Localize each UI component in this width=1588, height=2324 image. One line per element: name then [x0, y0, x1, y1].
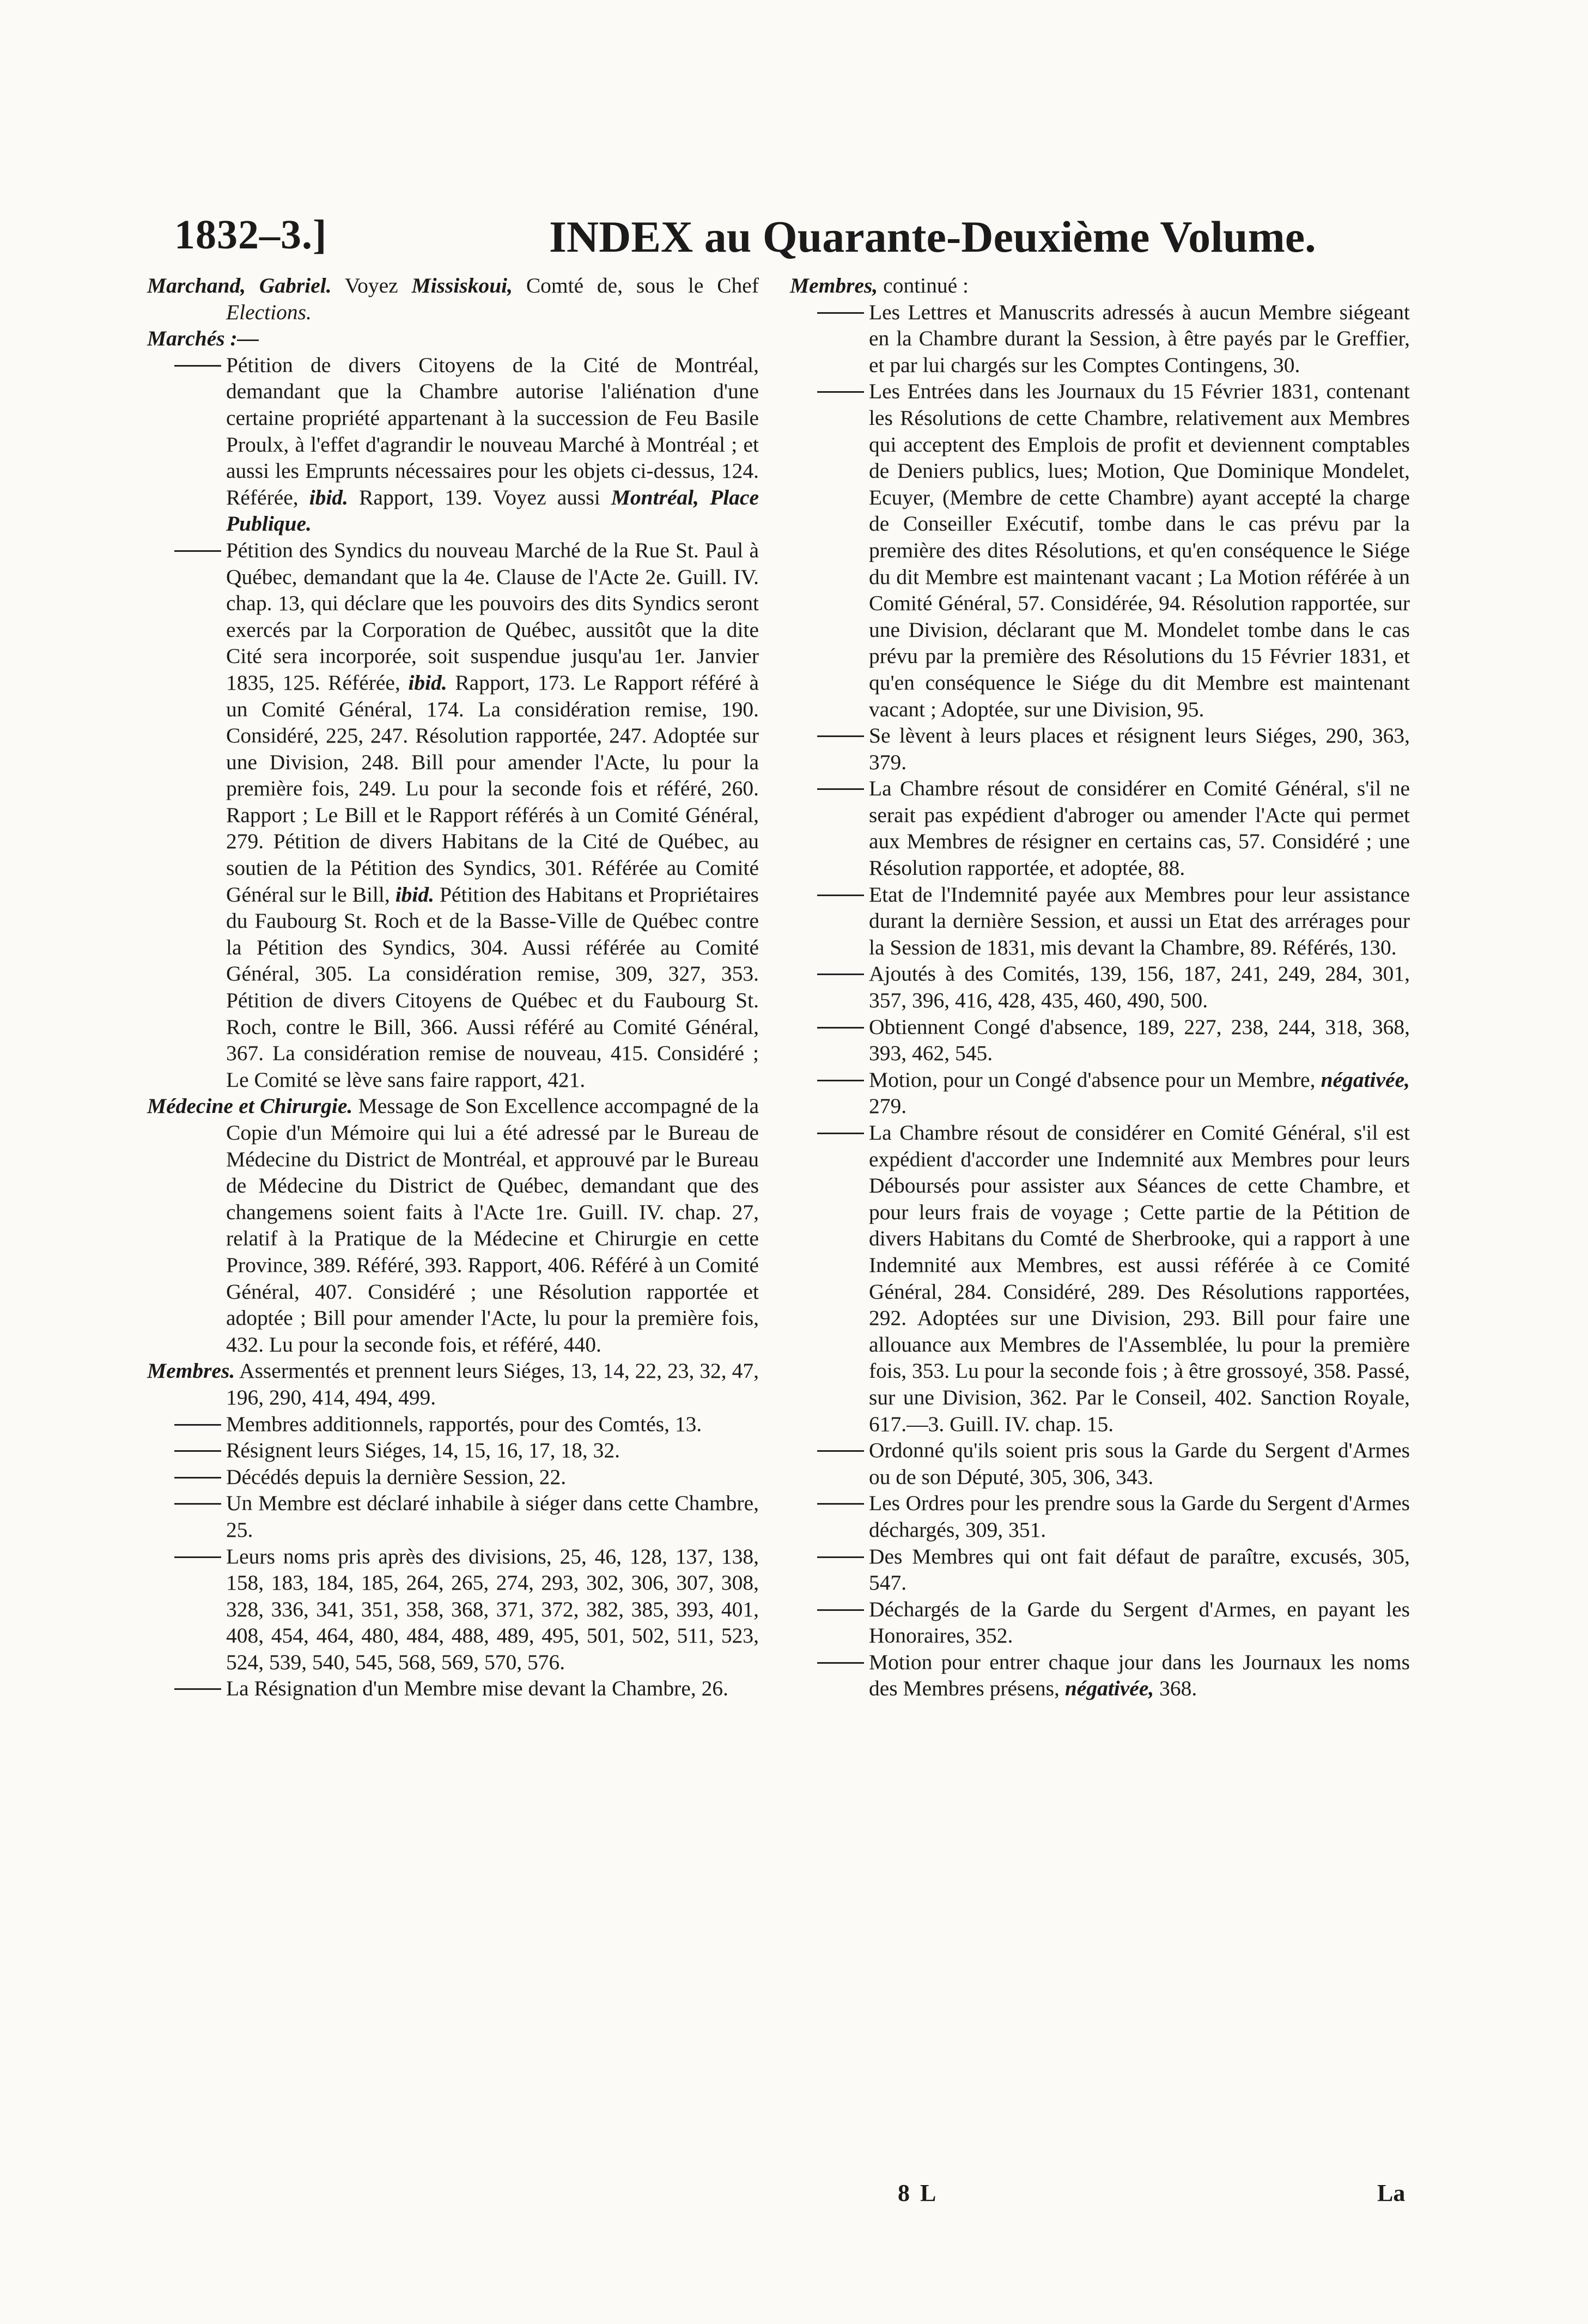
sub-entry: Décédés depuis la dernière Session, 22.: [147, 1464, 759, 1490]
sub-entry: Motion, pour un Congé d'absence pour un Membre, négativée, 279.: [790, 1067, 1410, 1120]
dash-rule: [174, 1503, 221, 1505]
index-entry-marches: [147, 325, 759, 352]
sub-entry: Leurs noms pris après des divisions, 25, 46, 128, 137, 138, 158, 183, 184, 185, 264, 265, 274, 293, 302, 306, 307, 308, 328, 336, 341, 351, 358, 368, 371, 372, 382, 385, 393, 401, 408, 454, 464, 480, 484, 488, 489, 495, 501, 502, 511, 523, 524, 539, 540, 545, 568, 569, 570, 576.: [147, 1543, 759, 1676]
sub-entry: Déchargés de la Garde du Sergent d'Armes, en payant les Honoraires, 352.: [790, 1596, 1410, 1649]
dash-rule: [817, 1027, 864, 1029]
sub-entry: La Chambre résout de considérer en Comité Général, s'il ne serait pas expédient d'abroger ou amender l'Acte qui permet aux Membres de résigner en certains cas, 57. Considéré ; une Résolution rapportée, et adoptée, 88.: [790, 775, 1410, 881]
dash-rule: [817, 788, 864, 790]
sub-entry: Obtiennent Congé d'absence, 189, 227, 238, 244, 318, 368, 393, 462, 545.: [790, 1014, 1410, 1067]
index-entry-marchand: Marchand, Gabriel. Voyez Missiskoui, Comté de, sous le Chef Elections.: [147, 273, 759, 324]
dash-rule: [817, 1609, 864, 1611]
dash-rule: [174, 1424, 221, 1426]
sub-entry: Motion pour entrer chaque jour dans les Journaux les noms des Membres présens, négativée, 368.: [790, 1649, 1410, 1702]
sub-entry: Ordonné qu'ils soient pris sous la Garde du Sergent d'Armes ou de son Député, 305, 306, 343.: [790, 1437, 1410, 1490]
dash-rule: [817, 895, 864, 896]
dash-rule: [174, 550, 221, 552]
sub-entry: La Résignation d'un Membre mise devant la Chambre, 26.: [147, 1675, 759, 1702]
page-title: INDEX au Quarante-Deuxième Volume.: [549, 212, 1316, 261]
sub-entry: Les Ordres pour les prendre sous la Garde du Sergent d'Armes déchargés, 309, 351.: [790, 1490, 1410, 1543]
sub-entry: Membres additionnels, rapportés, pour des Comtés, 13.: [147, 1411, 759, 1438]
sub-entry: Les Lettres et Manuscrits adressés à aucun Membre siégeant en la Chambre durant la Session, à être payés par le Greffier, et par lui chargés sur les Comptes Contingens, 30.: [790, 299, 1410, 379]
sub-entry: Un Membre est déclaré inhabile à siéger dans cette Chambre, 25.: [147, 1490, 759, 1543]
left-column: [147, 272, 759, 1702]
entry-heading: Marchés :—: [147, 326, 259, 351]
entry-heading: Membres.: [147, 1359, 235, 1383]
index-entry-membres: Membres. Assermentés et prennent leurs Siéges, 13, 14, 22, 23, 32, 47, 196, 290, 414, 494, 499.: [147, 1359, 759, 1409]
sub-entry: Résignent leurs Siéges, 14, 15, 16, 17, 18, 32.: [147, 1437, 759, 1464]
sub-entry: Etat de l'Indemnité payée aux Membres pour leur assistance durant la dernière Session, et aussi un Etat des arrérages pour la Session de 1831, mis devant la Chambre, 89. Référés, 130.: [790, 881, 1410, 961]
sub-entry: Pétition des Syndics du nouveau Marché de la Rue St. Paul à Québec, demandant que la 4e. Clause de l'Acte 2e. Guill. IV. chap. 13, qui déclare que les pouvoirs des dits Syndics seront exercés par la Corporation de Québec, aussitôt que la dite Cité sera incorporée, soit suspendue jusqu'au 1er. Janvier 1835, 125. Référée, ibid. Rapport, 173. Le Rapport référé à un Comité Général, 174. La considération remise, 190. Considéré, 225, 247. Résolution rapportée, 247. Adoptée sur une Division, 248. Bill pour amender l'Acte, lu pour la première fois, 249. Lu pour la seconde fois et référé, 260. Rapport ; Le Bill et le Rapport référés à un Comité Général, 279. Pétition de divers Habitans de la Cité de Québec, au soutien de la Pétition des Syndics, 301. Référée au Comité Général sur le Bill, ibid. Pétition des Habitans et Propriétaires du Faubourg St. Roch et de la Basse-Ville de Québec contre la Pétition des Syndics, 304. Aussi référée au Comité Général, 305. La considération remise, 309, 327, 353. Pétition de divers Citoyens de Québec et du Faubourg St. Roch, contre le Bill, 366. Aussi référé au Comité Général, 367. La considération remise de nouveau, 415. Considéré ; Le Comité se lève sans faire rapport, 421.: [147, 537, 759, 1093]
sub-entry: Des Membres qui ont fait défaut de paraître, excusés, 305, 547.: [790, 1543, 1410, 1596]
signature-mark: 8 L: [898, 2180, 939, 2206]
catchword: La: [1377, 2180, 1406, 2206]
dash-rule: [817, 1450, 864, 1452]
entry-heading: Médecine et Chirurgie.: [147, 1094, 353, 1118]
dash-rule: [174, 1477, 221, 1479]
dash-rule: [817, 1503, 864, 1505]
dash-rule: [174, 1556, 221, 1558]
sub-entry: Ajoutés à des Comités, 139, 156, 187, 241, 249, 284, 301, 357, 396, 416, 428, 435, 460, 490, 500.: [790, 960, 1410, 1013]
page-folio: 1832–3.]: [174, 212, 327, 258]
dash-rule: [817, 974, 864, 975]
index-entry-membres-continue: Membres, continué :: [790, 273, 969, 297]
dash-rule: [817, 1080, 864, 1081]
sub-entry: Se lèvent à leurs places et résignent leurs Siéges, 290, 363, 379.: [790, 722, 1410, 775]
dash-rule: [817, 1662, 864, 1664]
dash-rule: [817, 391, 864, 393]
right-column: [790, 272, 1410, 1702]
dash-rule: [174, 365, 221, 367]
dash-rule: [817, 312, 864, 314]
sub-entry: Pétition de divers Citoyens de la Cité de Montréal, demandant que la Chambre autorise l'aliénation d'une certaine propriété appartenant à la succession de Feu Basile Proulx, à l'effet d'agrandir le nouveau Marché à Montréal ; et aussi les Emprunts nécessaires pour les objets ci-dessus, 124. Référée, ibid. Rapport, 139. Voyez aussi Montréal, Place Publique.: [147, 352, 759, 537]
entry-heading: Marchand, Gabriel.: [147, 273, 332, 297]
dash-rule: [174, 1688, 221, 1690]
sub-entry: La Chambre résout de considérer en Comité Général, s'il est expédient d'accorder une Indemnité aux Membres pour leurs Déboursés pour assister aux Séances de cette Chambre, et pour leurs frais de voyage ; Cette partie de la Pétition de divers Habitans du Comté de Sherbrooke, qui a rapport à une Indemnité aux Membres, est aussi référée à ce Comité Général, 284. Considéré, 289. Des Résolutions rapportées, 292. Adoptées sur une Division, 293. Bill pour faire une allouance aux Membres de l'Assemblée, lu pour la première fois, 353. Lu pour la seconde fois ; à être grossoyé, 358. Passé, sur une Division, 362. Par le Conseil, 402. Sanction Royale, 617.—3. Guill. IV. chap. 15.: [790, 1120, 1410, 1437]
index-entry-medecine: Médecine et Chirurgie. Message de Son Excellence accompagné de la Copie d'un Mémoire qui lui a été adressé par le Bureau de Médecine du District de Montréal, et approuvé par le Bureau de Médecine du District de Québec, demandant que des changemens soient faits à l'Acte 1re. Guill. IV. chap. 27, relatif à la Pratique de la Médecine et Chirurgie en cette Province, 389. Référé, 393. Rapport, 406. Référé à un Comité Général, 407. Considéré ; une Résolution rapportée et adoptée ; Bill pour amender l'Acte, lu pour la première fois, 432. Lu pour la seconde fois, et référé, 440.: [147, 1094, 759, 1356]
sub-entry: Les Entrées dans les Journaux du 15 Février 1831, contenant les Résolutions de cette Chambre, relativement aux Membres qui acceptent des Emplois de profit et deviennent comptables de Deniers publics, lues; Motion, Que Dominique Mondelet, Ecuyer, (Membre de cette Chambre) ayant accepté la charge de Conseiller Exécutif, tombe dans le cas prévu par la première des dites Résolutions, et qu'en conséquence le Siége du dit Membre est maintenant vacant ; La Motion référée à un Comité Général, 57. Considérée, 94. Résolution rapportée, sur une Division, déclarant que M. Mondelet tombe dans le cas prévu par la première des Résolutions du 15 Février 1831, et qu'en conséquence le Siége du dit Membre est maintenant vacant ; Adoptée, sur une Division, 95.: [790, 378, 1410, 722]
dash-rule: [817, 735, 864, 737]
page-header: [174, 211, 1406, 271]
dash-rule: [817, 1556, 864, 1558]
dash-rule: [174, 1450, 221, 1452]
dash-rule: [817, 1133, 864, 1134]
entry-heading: Membres,: [790, 273, 878, 297]
